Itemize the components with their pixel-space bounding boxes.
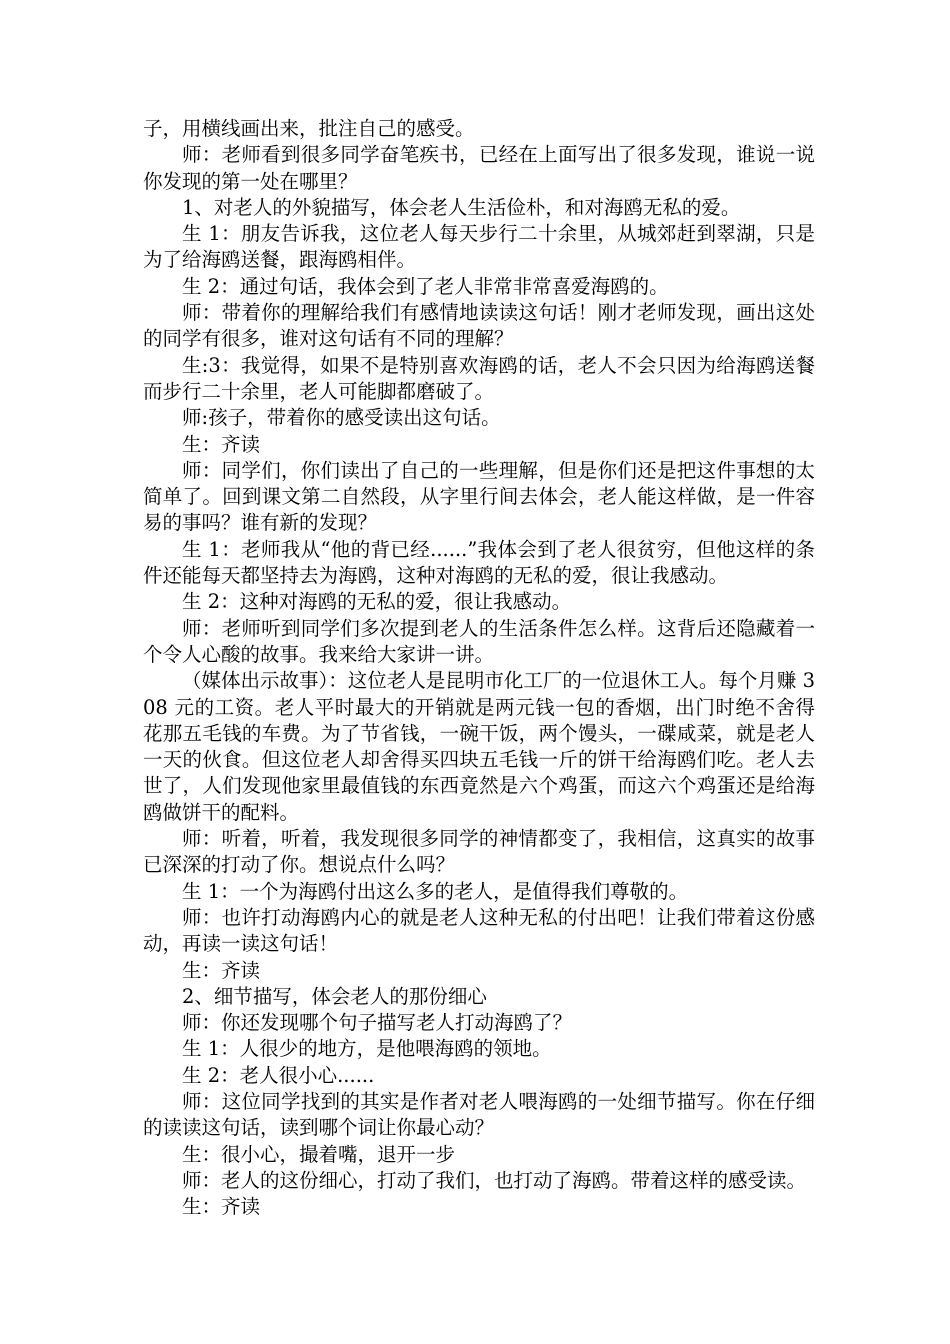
paragraph-7: 生:3：我觉得，如果不是特别喜欢海鸥的话，老人不会只因为给海鸥送餐而步行二十余里，老人可能脚都磨破了。	[143, 353, 815, 403]
paragraph-14: （媒体出示故事）：这位老人是昆明市化工厂的一位退休工人。每个月赚 308 元的工资。老人平时最大的开销就是两元钱一包的香烟，出门时绝不舍得花那五毛钱的车费。为了节省钱，一碗干饭，两个馒头，一碟咸菜，就是老人一天的伙食。但这位老人却舍得买四块五毛钱一斤的饼干给海鸥们吃。老人去世了，人们发现他家里最值钱的东西竟然是六个鸡蛋，而这六个鸡蛋还是给海鸥做饼干的配料。	[143, 669, 815, 824]
paragraph-22: 生 2：老人很小心......	[182, 1063, 375, 1087]
paragraph-2: 师：老师看到很多同学奋笔疾书，已经在上面写出了很多发现，谁说一说你发现的第一处在哪里？	[143, 143, 815, 193]
paragraph-18: 生：齐读	[182, 958, 261, 982]
paragraph-9: 生：齐读	[182, 432, 261, 456]
paragraph-10: 师：同学们，你们读出了自己的一些理解，但是你们还是把这件事想的太简单了。回到课文第二自然段，从字里行间去体会，老人能这样做，是一件容易的事吗？谁有新的发现？	[143, 458, 815, 535]
paragraph-4: 生 1：朋友告诉我，这位老人每天步行二十余里，从城郊赶到翠湖，只是为了给海鸥送餐，跟海鸥相伴。	[143, 222, 815, 272]
paragraph-20: 师：你还发现哪个句子描写老人打动海鸥了？	[182, 1011, 573, 1035]
document-body	[143, 116, 815, 1220]
paragraph-1: 子，用横线画出来，批注自己的感受。	[143, 117, 475, 140]
paragraph-8: 师:孩子，带着你的感受读出这句话。	[182, 406, 501, 430]
paragraph-16: 生 1：一个为海鸥付出这么多的老人，是值得我们尊敬的。	[182, 879, 689, 903]
paragraph-12: 生 2：这种对海鸥的无私的爱，很让我感动。	[182, 590, 572, 614]
paragraph-21: 生 1：人很少的地方，是他喂海鸥的领地。	[182, 1037, 552, 1061]
paragraph-23: 师：这位同学找到的其实是作者对老人喂海鸥的一处细节描写。你在仔细的读读这句话，读到哪个词让你最心动？	[143, 1089, 815, 1140]
paragraph-15: 师：听着，听着，我发现很多同学的神情都变了，我相信，这真实的故事已深深的打动了你。想说点什么吗？	[143, 827, 815, 877]
paragraph-11: 生 1：老师我从“他的背已经......”我体会到了老人很贫穷，但他这样的条件还能每天都坚持去为海鸥，这种对海鸥的无私的爱，很让我感动。	[143, 537, 815, 588]
paragraph-25: 师：老人的这份细心，打动了我们，也打动了海鸥。带着这样的感受读。	[182, 1168, 807, 1192]
paragraph-26: 生：齐读	[182, 1195, 261, 1219]
paragraph-5: 生 2：通过句话，我体会到了老人非常非常喜爱海鸥的。	[182, 274, 669, 298]
paragraph-19: 2、细节描写，体会老人的那份细心	[182, 984, 487, 1008]
paragraph-24: 生：很小心，撮着嘴，退开一步	[182, 1142, 456, 1166]
paragraph-6: 师：带着你的理解给我们有感情地读读这句话！刚才老师发现，画出这处的同学有很多，谁对这句话有不同的理解？	[143, 301, 815, 351]
paragraph-3: 1、对老人的外貌描写，体会老人生活俭朴，和对海鸥无私的爱。	[182, 195, 741, 219]
paragraph-17: 师：也许打动海鸥内心的就是老人这种无私的付出吧！让我们带着这份感动，再读一读这句话！	[143, 905, 815, 956]
paragraph-13: 师：老师听到同学们多次提到老人的生活条件怎么样。这背后还隐藏着一个令人心酸的故事。我来给大家讲一讲。	[143, 616, 815, 666]
